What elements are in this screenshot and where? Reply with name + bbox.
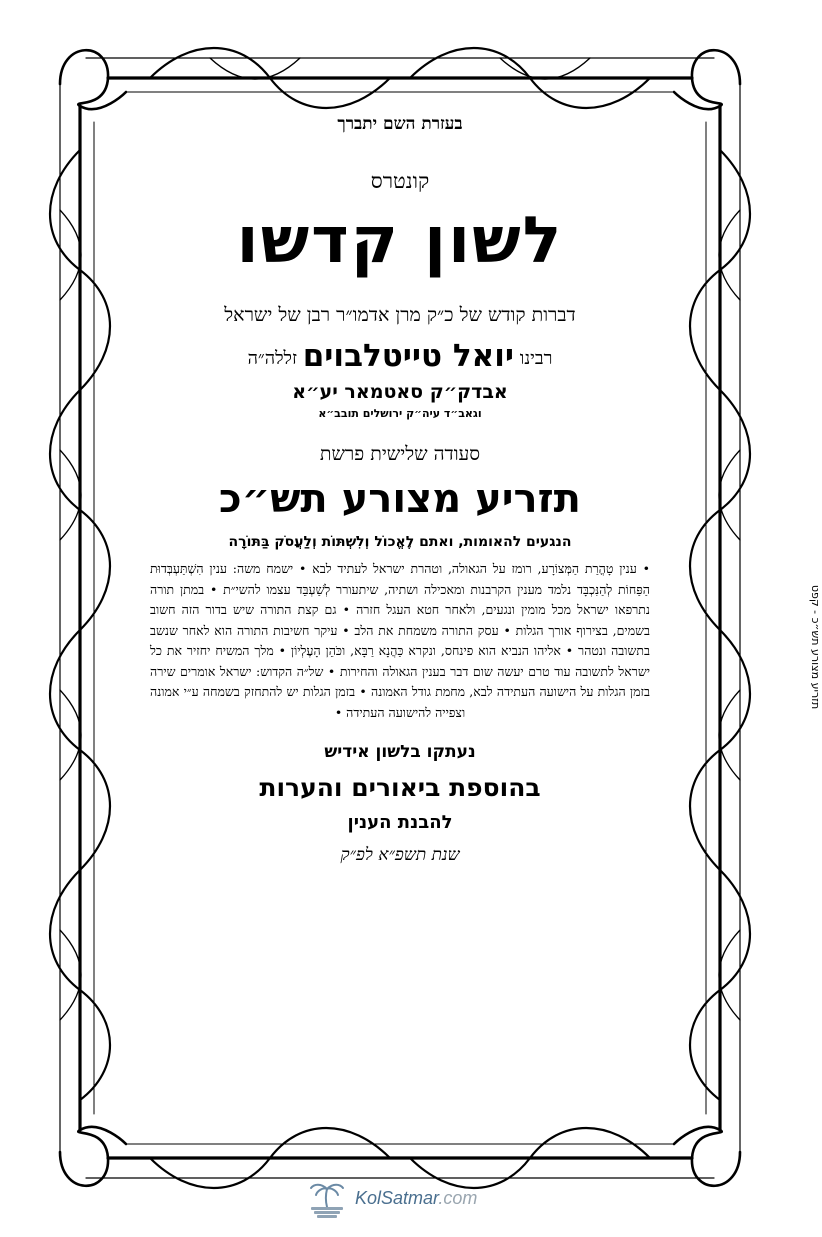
kolsatmar-logo	[305, 1175, 505, 1221]
logo-text	[355, 1188, 477, 1209]
kuntres-label: קונטרס	[370, 169, 430, 193]
logo-brand: KolSatmar	[355, 1187, 439, 1208]
line-divrei-kodesh: דברות קודש של כ״ק מרן אדמו״ר רבן של ישראל	[224, 304, 576, 326]
av-beis-din-line: אבדק״ק סאטמאר יע״א	[292, 381, 508, 403]
logo-tld: .com	[438, 1187, 478, 1208]
translated-note: נעתקו בלשון אידיש	[324, 742, 476, 762]
understanding-line: להבנת הענין	[347, 812, 453, 833]
rabbi-prefix: רבינו	[519, 348, 553, 369]
side-running-title: תזריע מצורע תש״כ - קפט	[809, 584, 822, 710]
additions-title: בהוספת ביאורים והערות	[259, 773, 541, 802]
summary-paragraph: • ענין טָהֳרַת הַמְּצוֹרָע, רומז על הגאולה, וטהרת ישראל לעתיד לבא • ישמח משה: ענין הִשְׁתַּעְבְּדוּת הַפַּחוֹת לְהַנִּכְבָּד נלמד מענין הקרבנות ומאכילה ושתיה, שיתעורר לְשַׁעְבֵּד עצמו להשי״ת • במתן תורה נתרפאו ישראל מכל מומין ונגעים, ולאחר חטא העגל חזרה • גם קצת התורה שיש בדור הזה חשוב בשמים, בצירוף אורך הגלות • עסק התורה משמחת את הלב • עיקר חשיבות התורה הוא לאחר שנשב בתשובה ונטהר • אליהו הנביא הוא פינחס, ונקרא כַּהֲנָא רַבָּא, וכֹּהֵן הָעֶלְיוֹן • מלך המשיח יחזיר את כל ישראל לתשובה עוד טרם יעשה שום דבר בענין הגאולה והחירות • של״ה הקדוש: ישראל אומרים שירה בזמן הגלות על הישועה העתידה לבא, מחמת גודל האמונה • בזמן הגלות יש להתחזק בשמחה ע״י אמונה וצפייה להישועה העתידה •	[150, 561, 650, 720]
main-title: לשון קדשו	[236, 204, 564, 278]
title-page-content	[150, 112, 650, 869]
top-header: בעזרת השם יתברך	[337, 114, 463, 134]
seuda-label: סעודה שלישית פרשת	[319, 443, 481, 465]
gaavad-line: וגאב״ד עיה״ק ירושלים תובב״א	[318, 407, 482, 420]
rabbi-name: יואל טייטלבוים	[302, 338, 514, 374]
rabbi-line	[150, 336, 650, 379]
parsha-title: תזריע מצורע תש״כ	[219, 476, 581, 522]
year-line: שנת תשפ״א לפ״ק	[340, 845, 460, 865]
rabbi-suffix: זללה״ה	[247, 348, 297, 369]
subtitle: הנגעים להאומות, ואתם לֶאֱכוֹל וְלִשְׁתּוֹת וְלַעֲסֹק בַּתּוֹרָה	[228, 534, 572, 550]
palm-tree-books-icon	[305, 1177, 349, 1219]
